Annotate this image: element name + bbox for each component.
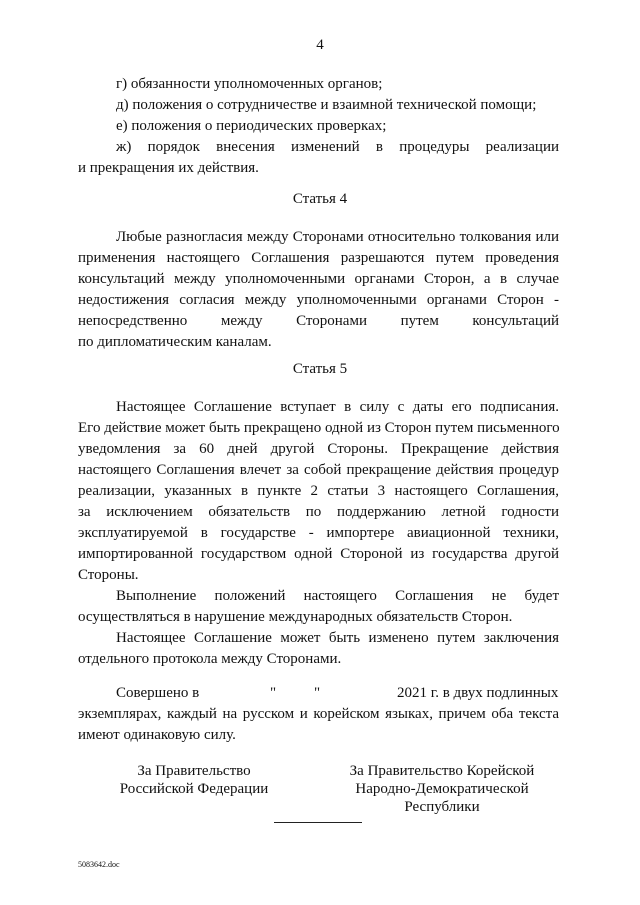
text-line: реализации, указанных в пункте 2 статьи 3 настоящего Соглашения, — [78, 483, 559, 499]
list-item-e: е) положения о периодических проверках; — [116, 118, 387, 134]
text-line: Выполнение положений настоящего Соглашения не будет — [116, 588, 559, 604]
text-line: имеют одинаковую силу. — [78, 727, 236, 743]
text-line: экземплярах, каждый на русском и корейском языках, причем оба текста — [78, 706, 559, 722]
text-line: по дипломатическим каналам. — [78, 334, 272, 350]
signature-line: Российской Федерации — [119, 781, 269, 797]
text-line: настоящего Соглашения влечет за собой прекращение действия процедур — [78, 462, 559, 478]
text-line: Его действие может быть прекращено одной из Сторон путем письменного — [78, 420, 560, 436]
done-prefix: Совершено в — [116, 685, 200, 701]
signature-line: За Правительство — [137, 763, 251, 779]
closing-rule — [274, 822, 362, 823]
text-line: эксплуатируемой в государстве - импортере авиационной техники, — [78, 525, 559, 541]
text-line: Любые разногласия между Сторонами относительно толкования или — [116, 229, 559, 245]
text-line: осуществляться в нарушение международных обязательств Сторон. — [78, 609, 513, 625]
article-5-heading: Статья 5 — [292, 361, 348, 377]
list-item-zh: ж) порядок внесения изменений в процедуры реализации — [116, 139, 559, 155]
done-suffix: 2021 г. в двух подлинных — [397, 685, 559, 701]
text-line: импортированной государством одной Стороной из государства другой — [78, 546, 559, 562]
text-line: Настоящее Соглашение может быть изменено путем заключения — [116, 630, 559, 646]
text-line: консультаций между уполномоченными органами Сторон, а в случае — [78, 271, 559, 287]
text-line: Стороны. — [78, 567, 139, 583]
text-line: применения настоящего Соглашения разрешаются путем проведения — [78, 250, 559, 266]
article-4-heading: Статья 4 — [292, 191, 348, 207]
list-item-zh-cont: и прекращения их действия. — [78, 160, 259, 176]
page-number: 4 — [316, 37, 324, 53]
signature-line: За Правительство Корейской — [349, 763, 535, 779]
list-item-g: г) обязанности уполномоченных органов; — [116, 76, 383, 92]
signature-left — [98, 762, 290, 798]
signature-line: Республики — [404, 799, 480, 815]
text-line: уведомления за 60 дней другой Стороны. Прекращение действия — [78, 441, 559, 457]
text-line: Настоящее Соглашение вступает в силу с даты его подписания. — [116, 399, 559, 415]
done-quote-close: " — [314, 685, 321, 701]
signature-line: Народно-Демократической — [355, 781, 529, 797]
list-item-d: д) положения о сотрудничестве и взаимной технической помощи; — [116, 97, 537, 113]
done-quote-open: " — [270, 685, 277, 701]
file-name-footer: 5083642.doc — [78, 860, 120, 869]
text-line: за исключением обязательств по поддержанию летной годности — [78, 504, 559, 520]
signature-right — [336, 762, 548, 816]
text-line: недостижения согласия между уполномоченными органами Сторон - — [78, 292, 559, 308]
text-line: непосредственно между Сторонами путем консультаций — [78, 313, 559, 329]
text-line: отдельного протокола между Сторонами. — [78, 651, 342, 667]
